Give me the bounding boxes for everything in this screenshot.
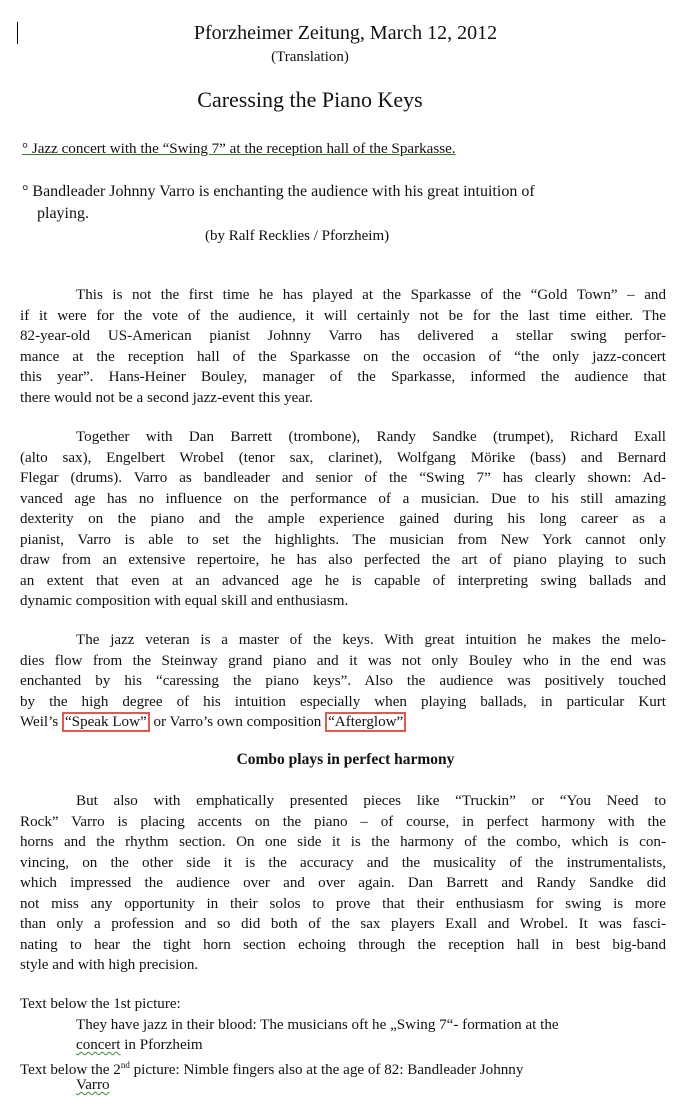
caption-2-text-line2 bbox=[76, 1075, 110, 1096]
paragraph-line: dynamic composition with equal skill and enthusiasm. bbox=[20, 593, 349, 609]
paragraph-line: than only a profession and so did both of the sax players Exall and Wrobel. It was fasci- bbox=[20, 916, 666, 932]
paragraph-line: vanced age has no influence on the performance of a musician. Due to his still amazing bbox=[20, 490, 666, 507]
paragraph-line: an extent that even at an advanced age he is capable of interpreting swing ballads and bbox=[20, 572, 666, 589]
paragraph-line: This is not the first time he has played at the Sparkasse of the “Gold Town” – and bbox=[76, 287, 666, 303]
paragraph-line: vincing, on the other side it is the accuracy and the musicality of the instrumentalists, bbox=[20, 854, 666, 871]
paragraph-line: pianist, Varro is able to set the highlights. The musician from New York cannot only bbox=[20, 531, 666, 548]
bullet-2-text-line2: playing. bbox=[37, 205, 89, 222]
paragraph-line: nating to hear the tight horn section echoing through the reception hall in best big-band bbox=[20, 936, 666, 953]
paragraph-line: Rock” Varro is placing accents on the piano – of course, in perfect harmony with the bbox=[20, 813, 666, 830]
paragraph-line: if it were for the vote of the audience, it will certainly not be for the last time either. The bbox=[20, 307, 666, 324]
line-text: Weil’s bbox=[20, 714, 62, 730]
paragraph-line: mance at the reception hall of the Sparkasse on the occasion of “the only jazz-concert bbox=[20, 348, 666, 365]
caption-1-label: Text below the 1st picture: bbox=[20, 996, 181, 1012]
bullet-1 bbox=[22, 139, 456, 160]
caption-1-text-line2 bbox=[76, 1035, 203, 1056]
paragraph-1 bbox=[20, 285, 666, 408]
paragraph-3 bbox=[20, 630, 666, 733]
paragraph-line: style and with high precision. bbox=[20, 957, 199, 973]
line-text: Text below the 2 bbox=[20, 1062, 121, 1079]
paragraph-line: draw from an extensive repertoire, he has also perfected the art of piano playing to such bbox=[20, 552, 666, 568]
spellcheck-word: Varro bbox=[76, 1077, 110, 1093]
paragraph-line: not miss any opportunity in their solos to prove that their enthusiasm for swing is more bbox=[20, 895, 666, 912]
bullet-symbol: ° bbox=[22, 141, 29, 157]
highlight-afterglow: “Afterglow” bbox=[325, 712, 406, 732]
bullet-1-text: Jazz concert with the “Swing 7” at the reception hall of the Sparkasse. bbox=[31, 141, 456, 157]
paragraph-line: horns and the rhythm section. On one side it is the harmony of the combo, which is con- bbox=[20, 834, 666, 850]
paragraph-4 bbox=[20, 791, 666, 976]
bullet-2-text-line1: Bandleader Johnny Varro is enchanting the audience with his great intuition of bbox=[32, 183, 535, 200]
paragraph-line: which impressed the audience over and over again. Dan Barrett and Randy Sandke did bbox=[20, 875, 666, 891]
line-text: in Pforzheim bbox=[120, 1037, 203, 1053]
bullet-symbol: ° bbox=[22, 183, 29, 200]
paragraph-line: (alto sax), Engelbert Wrobel (tenor sax, clarinet), Wolfgang Mörike (bass) and Bernard bbox=[20, 449, 666, 466]
paragraph-line: dies flow from the Steinway grand piano and it was not only Bouley who in the end was bbox=[20, 652, 666, 669]
paragraph-line: Together with Dan Barrett (trombone), Randy Sandke (trumpet), Richard Exall bbox=[76, 429, 666, 445]
caption-1-text: They have jazz in their blood: The musicians oft he „Swing 7“- formation at the bbox=[76, 1017, 559, 1033]
paragraph-line: Flegar (drums). Varro as bandleader and senior of the “Swing 7” has clearly shown: Ad- bbox=[20, 470, 666, 486]
paragraph-2 bbox=[20, 427, 666, 612]
paragraph-line: But also with emphatically presented pieces like “Truckin” or “You Need to bbox=[76, 793, 666, 809]
subheading: Combo plays in perfect harmony bbox=[236, 751, 455, 768]
article-title: Caressing the Piano Keys bbox=[197, 87, 423, 112]
superscript: nd bbox=[120, 1060, 130, 1070]
highlight-speak-low: “Speak Low” bbox=[62, 712, 150, 732]
line-text: picture: Nimble fingers also at the age of 82: Bandleader Johnny bbox=[129, 1062, 524, 1079]
paragraph-line: there would not be a second jazz-event this year. bbox=[20, 389, 313, 406]
line-text: or Varro’s own composition bbox=[149, 714, 326, 730]
paragraph-line: 82-year-old US-American pianist Johnny Varro has delivered a stellar swing perfor- bbox=[20, 328, 666, 344]
paragraph-line: by the high degree of his intuition especially when playing ballads, in particular Kurt bbox=[20, 693, 666, 710]
paragraph-line: enchanted by his “caressing the piano keys”. Also the audience was positively touched bbox=[20, 673, 666, 689]
paragraph-line: this year”. Hans-Heiner Bouley, manager of the Sparkasse, informed the audience that bbox=[20, 369, 666, 385]
translation-note: (Translation) bbox=[271, 49, 349, 65]
paragraph-line: dexterity on the piano and the ample experience gained during his long career as a bbox=[20, 511, 666, 527]
bullet-2 bbox=[22, 182, 535, 203]
spellcheck-word: concert bbox=[76, 1037, 121, 1053]
byline: (by Ralf Recklies / Pforzheim) bbox=[205, 228, 390, 244]
newspaper-header: Pforzheimer Zeitung, March 12, 2012 bbox=[193, 22, 498, 44]
paragraph-line bbox=[20, 712, 666, 733]
paragraph-line: The jazz veteran is a master of the keys. With great intuition he makes the melo- bbox=[76, 632, 666, 648]
